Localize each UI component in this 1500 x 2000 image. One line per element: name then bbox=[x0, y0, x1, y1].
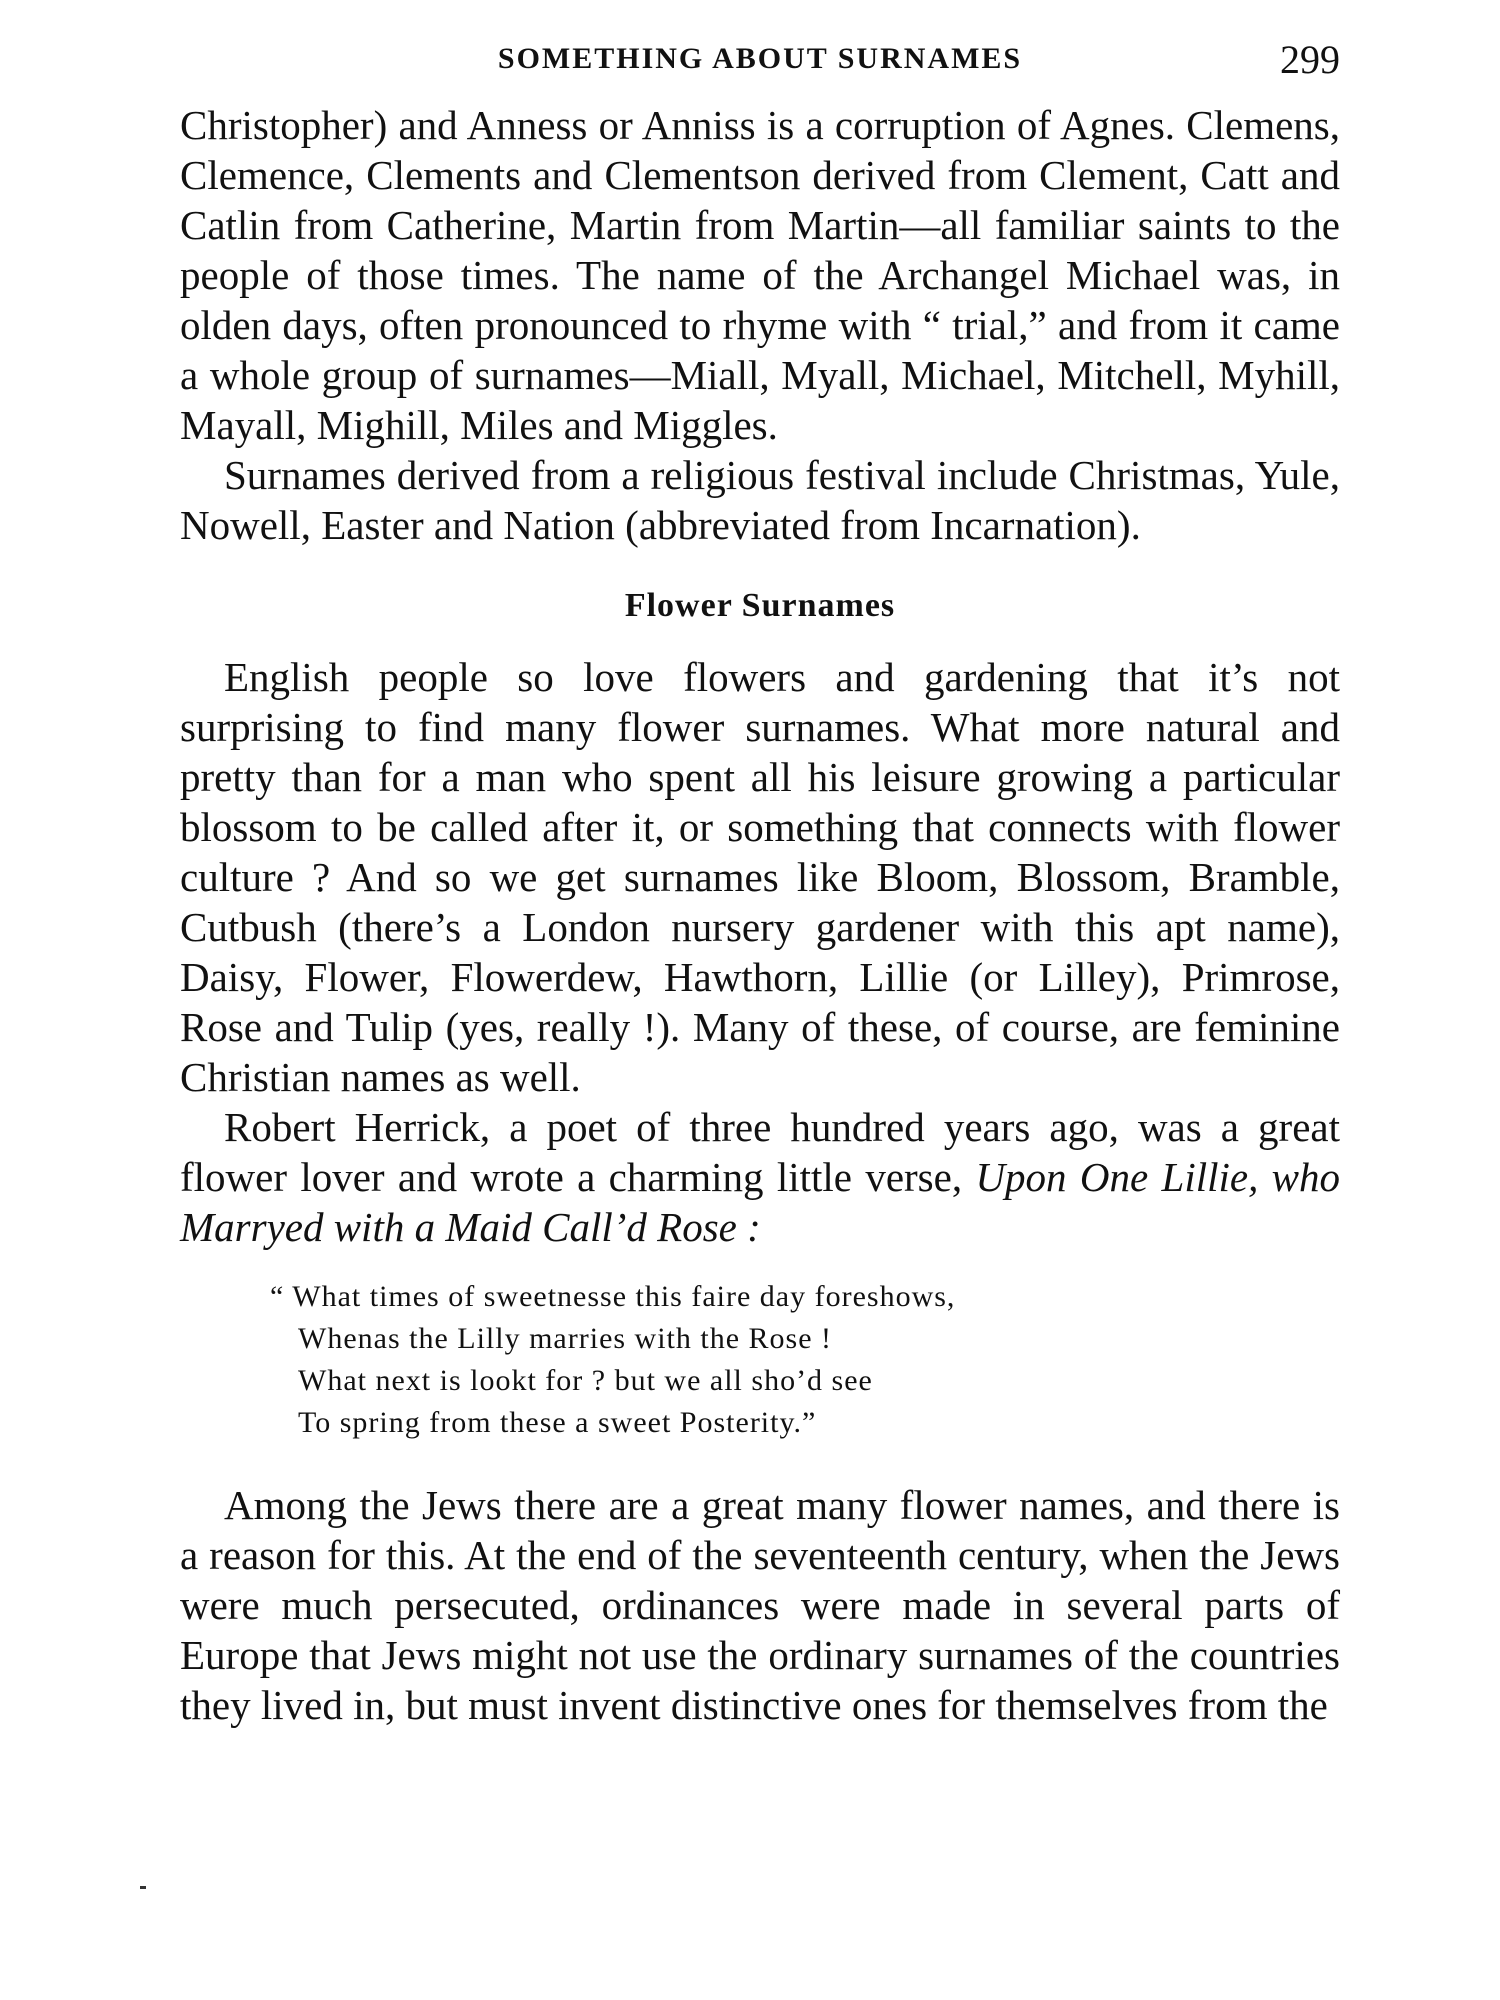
section-heading: Flower Surnames bbox=[624, 587, 896, 624]
body-text bbox=[180, 100, 1340, 1730]
paragraph-flower-surnames: English people so love flowers and gardening that it’s not surprising to find many flower surnames. What more natural and pretty than for a man who spent all his leisure growing a particular blossom to be called after it, or something that connects with flower culture ? And so we get surnames like Bloom, Blossom, Bramble, Cutbush (there’s a London nursery gardener with this apt name), Daisy, Flower, Flowerdew, Hawthorn, Lillie (or Lilley), Primrose, Rose and Tulip (yes, really !). Many of these, of course, are feminine Christian names as well. bbox=[180, 654, 1340, 1100]
paragraph-herrick bbox=[180, 1102, 1340, 1252]
margin-mark bbox=[140, 1886, 146, 1889]
poem-line: What next is lookt for ? but we all sho’d see bbox=[298, 1364, 873, 1397]
running-title: SOMETHING ABOUT SURNAMES bbox=[497, 42, 1023, 75]
poem-line: Whenas the Lilly marries with the Rose ! bbox=[298, 1322, 833, 1355]
running-header bbox=[180, 36, 1340, 84]
poem-block bbox=[270, 1276, 1340, 1444]
paragraph-continued: Christopher) and Anness or Anniss is a corruption of Agnes. Clemens, Clemence, Clements and Clementson derived from Clement, Catt and Catlin from Catherine, Martin from Martin—all familiar saints to the people of those times. The name of the Archangel Michael was, in olden days, often pronounced to rhyme with “ trial,” and from it came a whole group of surnames—Miall, Myall, Michael, Mitchell, Myhill, Mayall, Mighill, Miles and Miggles. bbox=[180, 102, 1340, 448]
paragraph-jewish-names: Among the Jews there are a great many flower names, and there is a reason for this. At the end of the seventeenth century, when the Jews were much persecuted, ordinances were made in several parts of Europe that Jews might not use the ordinary surnames of the countries they lived in, but must invent distinctive ones for themselves from the bbox=[180, 1482, 1340, 1728]
poem-line: “ What times of sweetnesse this faire day foreshows, bbox=[270, 1280, 956, 1313]
herrick-intro: Robert Herrick, a poet of three hundred years ago, was a great flower lover and wrote a charming little verse, bbox=[180, 1104, 1340, 1200]
poem-title: Upon One Lillie, who Marryed with a Maid Call’d Rose : bbox=[180, 1154, 1341, 1250]
page-number: 299 bbox=[1280, 37, 1340, 82]
paragraph-religious-festival: Surnames derived from a religious festival include Christmas, Yule, Nowell, Easter and Nation (abbreviated from Incarnation). bbox=[180, 452, 1340, 548]
poem-line: To spring from these a sweet Posterity.” bbox=[298, 1406, 817, 1439]
